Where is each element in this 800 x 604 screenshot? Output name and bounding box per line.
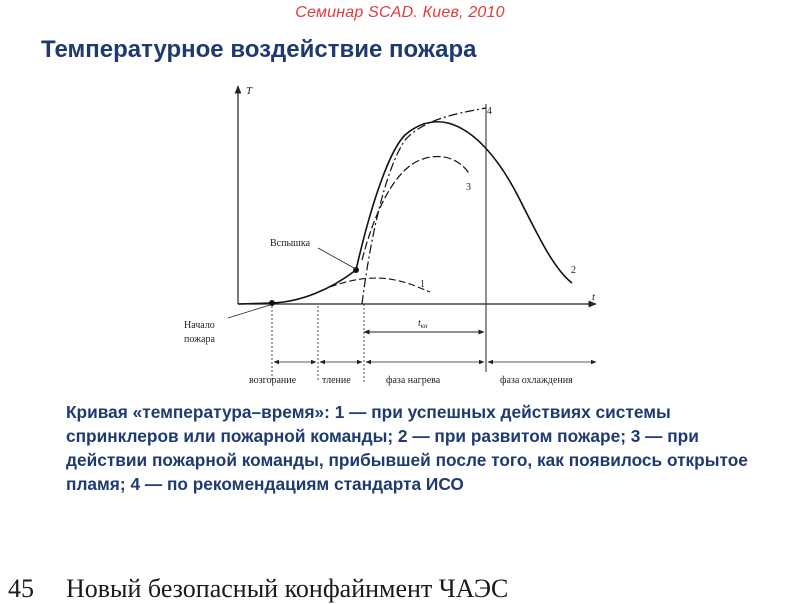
curve-1: [330, 278, 430, 292]
curve-2: [238, 122, 572, 304]
duration-label: $t_{кн}$: [418, 318, 428, 330]
curve-label-1: 1: [420, 279, 425, 290]
flashover-label: Вспышка: [270, 238, 311, 249]
figure-caption: Кривая «температура–время»: 1 — при успешных действиях системы спринклеров или пожарной команды; 2 — при развитом пожаре; 3 — при действии пожарной команды, прибывшей после того, как появилось открытое пламя; 4 — по рекомендациям стандарта ИСО: [66, 402, 748, 494]
x-axis-label: t: [592, 291, 596, 303]
curve-label-3: 3: [466, 182, 471, 193]
fire-start-label-line1: Начало: [184, 320, 215, 331]
slide-title: Температурное воздействие пожара: [41, 36, 477, 63]
curve-label-2: 2: [571, 265, 576, 276]
phase-cooling-label: фаза охлаждения: [500, 375, 573, 386]
flashover-leader: [318, 248, 354, 268]
phase-smoldering-label: тление: [322, 375, 351, 386]
y-axis-label: T: [246, 85, 253, 97]
phase-heating-label: фаза нагрева: [386, 375, 441, 386]
fire-start-leader: [228, 305, 270, 318]
phase-ignition-label: возгорание: [249, 375, 297, 386]
curve-3: [362, 156, 470, 260]
slide-number: 45: [8, 574, 34, 603]
curve-label-4: 4: [487, 106, 492, 117]
seminar-header: Семинар SCAD. Киев, 2010: [295, 4, 505, 21]
footer-title: Новый безопасный конфайнмент ЧАЭС: [66, 574, 509, 603]
fire-start-label-line2: пожара: [184, 334, 215, 345]
